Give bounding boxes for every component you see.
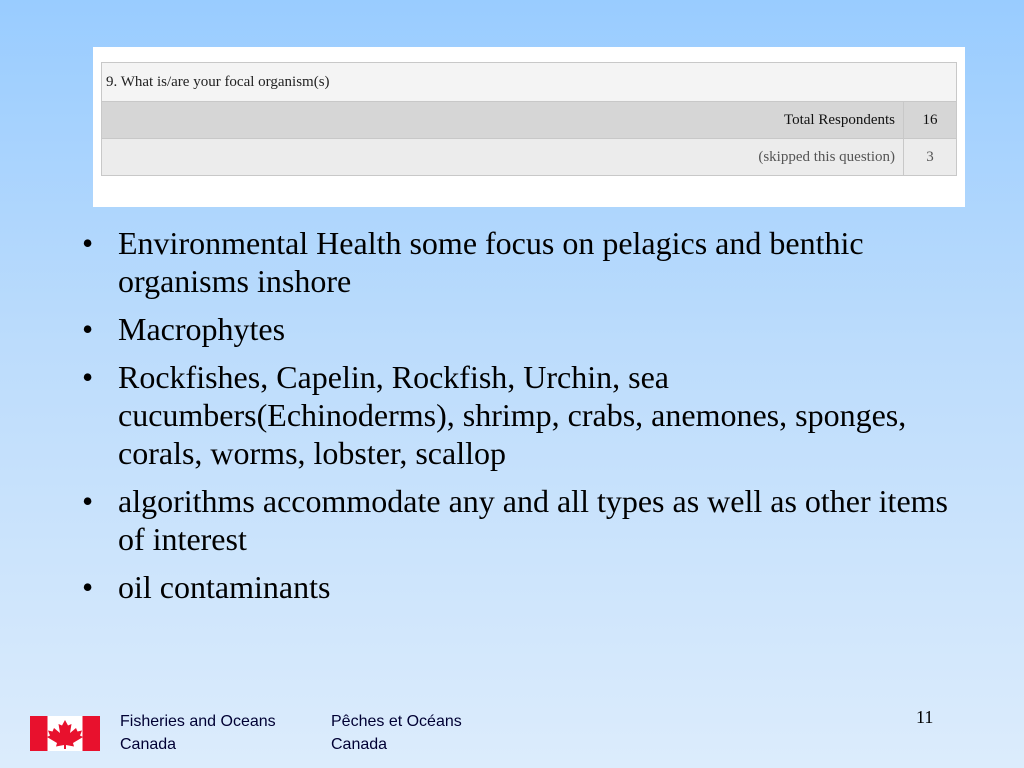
footer-english-line1: Fisheries and Oceans	[120, 713, 276, 730]
footer-english-wordmark	[120, 710, 276, 756]
total-respondents-count: 16	[904, 102, 957, 139]
survey-screenshot	[93, 47, 965, 207]
bullet-text: Macrophytes	[118, 311, 286, 347]
footer-french-line1: Pêches et Océans	[331, 713, 462, 730]
total-respondents-row	[102, 102, 957, 139]
bullet-text: Environmental Health some focus on pelagics and benthic organisms inshore	[118, 225, 864, 299]
bullet-list	[76, 224, 956, 616]
footer-english-line2: Canada	[120, 736, 177, 753]
bullet-mark: •	[82, 359, 94, 395]
bullet-item	[76, 310, 956, 348]
question-text: 9. What is/are your focal organism(s)	[102, 63, 957, 102]
skipped-question-label: (skipped this question)	[102, 139, 904, 176]
question-row	[102, 63, 957, 102]
bullet-mark: •	[82, 569, 94, 605]
total-respondents-label: Total Respondents	[102, 102, 904, 139]
page-number: 11	[916, 707, 934, 727]
survey-results-table	[101, 62, 957, 176]
bullet-item	[76, 358, 956, 472]
footer-french-wordmark	[331, 710, 462, 756]
bullet-mark: •	[82, 483, 94, 519]
skipped-question-count: 3	[904, 139, 957, 176]
bullet-item	[76, 568, 956, 606]
canada-flag-icon	[30, 716, 100, 751]
bullet-text: oil contaminants	[118, 569, 331, 605]
skipped-question-row	[102, 139, 957, 176]
bullet-text: algorithms accommodate any and all types as well as other items of interest	[118, 483, 948, 557]
bullet-mark: •	[82, 311, 94, 347]
bullet-item	[76, 224, 956, 300]
bullet-mark: •	[82, 225, 94, 261]
bullet-text: Rockfishes, Capelin, Rockfish, Urchin, sea cucumbers(Echinoderms), shrimp, crabs, anemones, sponges, corals, worms, lobster, scallop	[118, 359, 907, 471]
footer-french-line2: Canada	[331, 736, 388, 753]
bullet-item	[76, 482, 956, 558]
